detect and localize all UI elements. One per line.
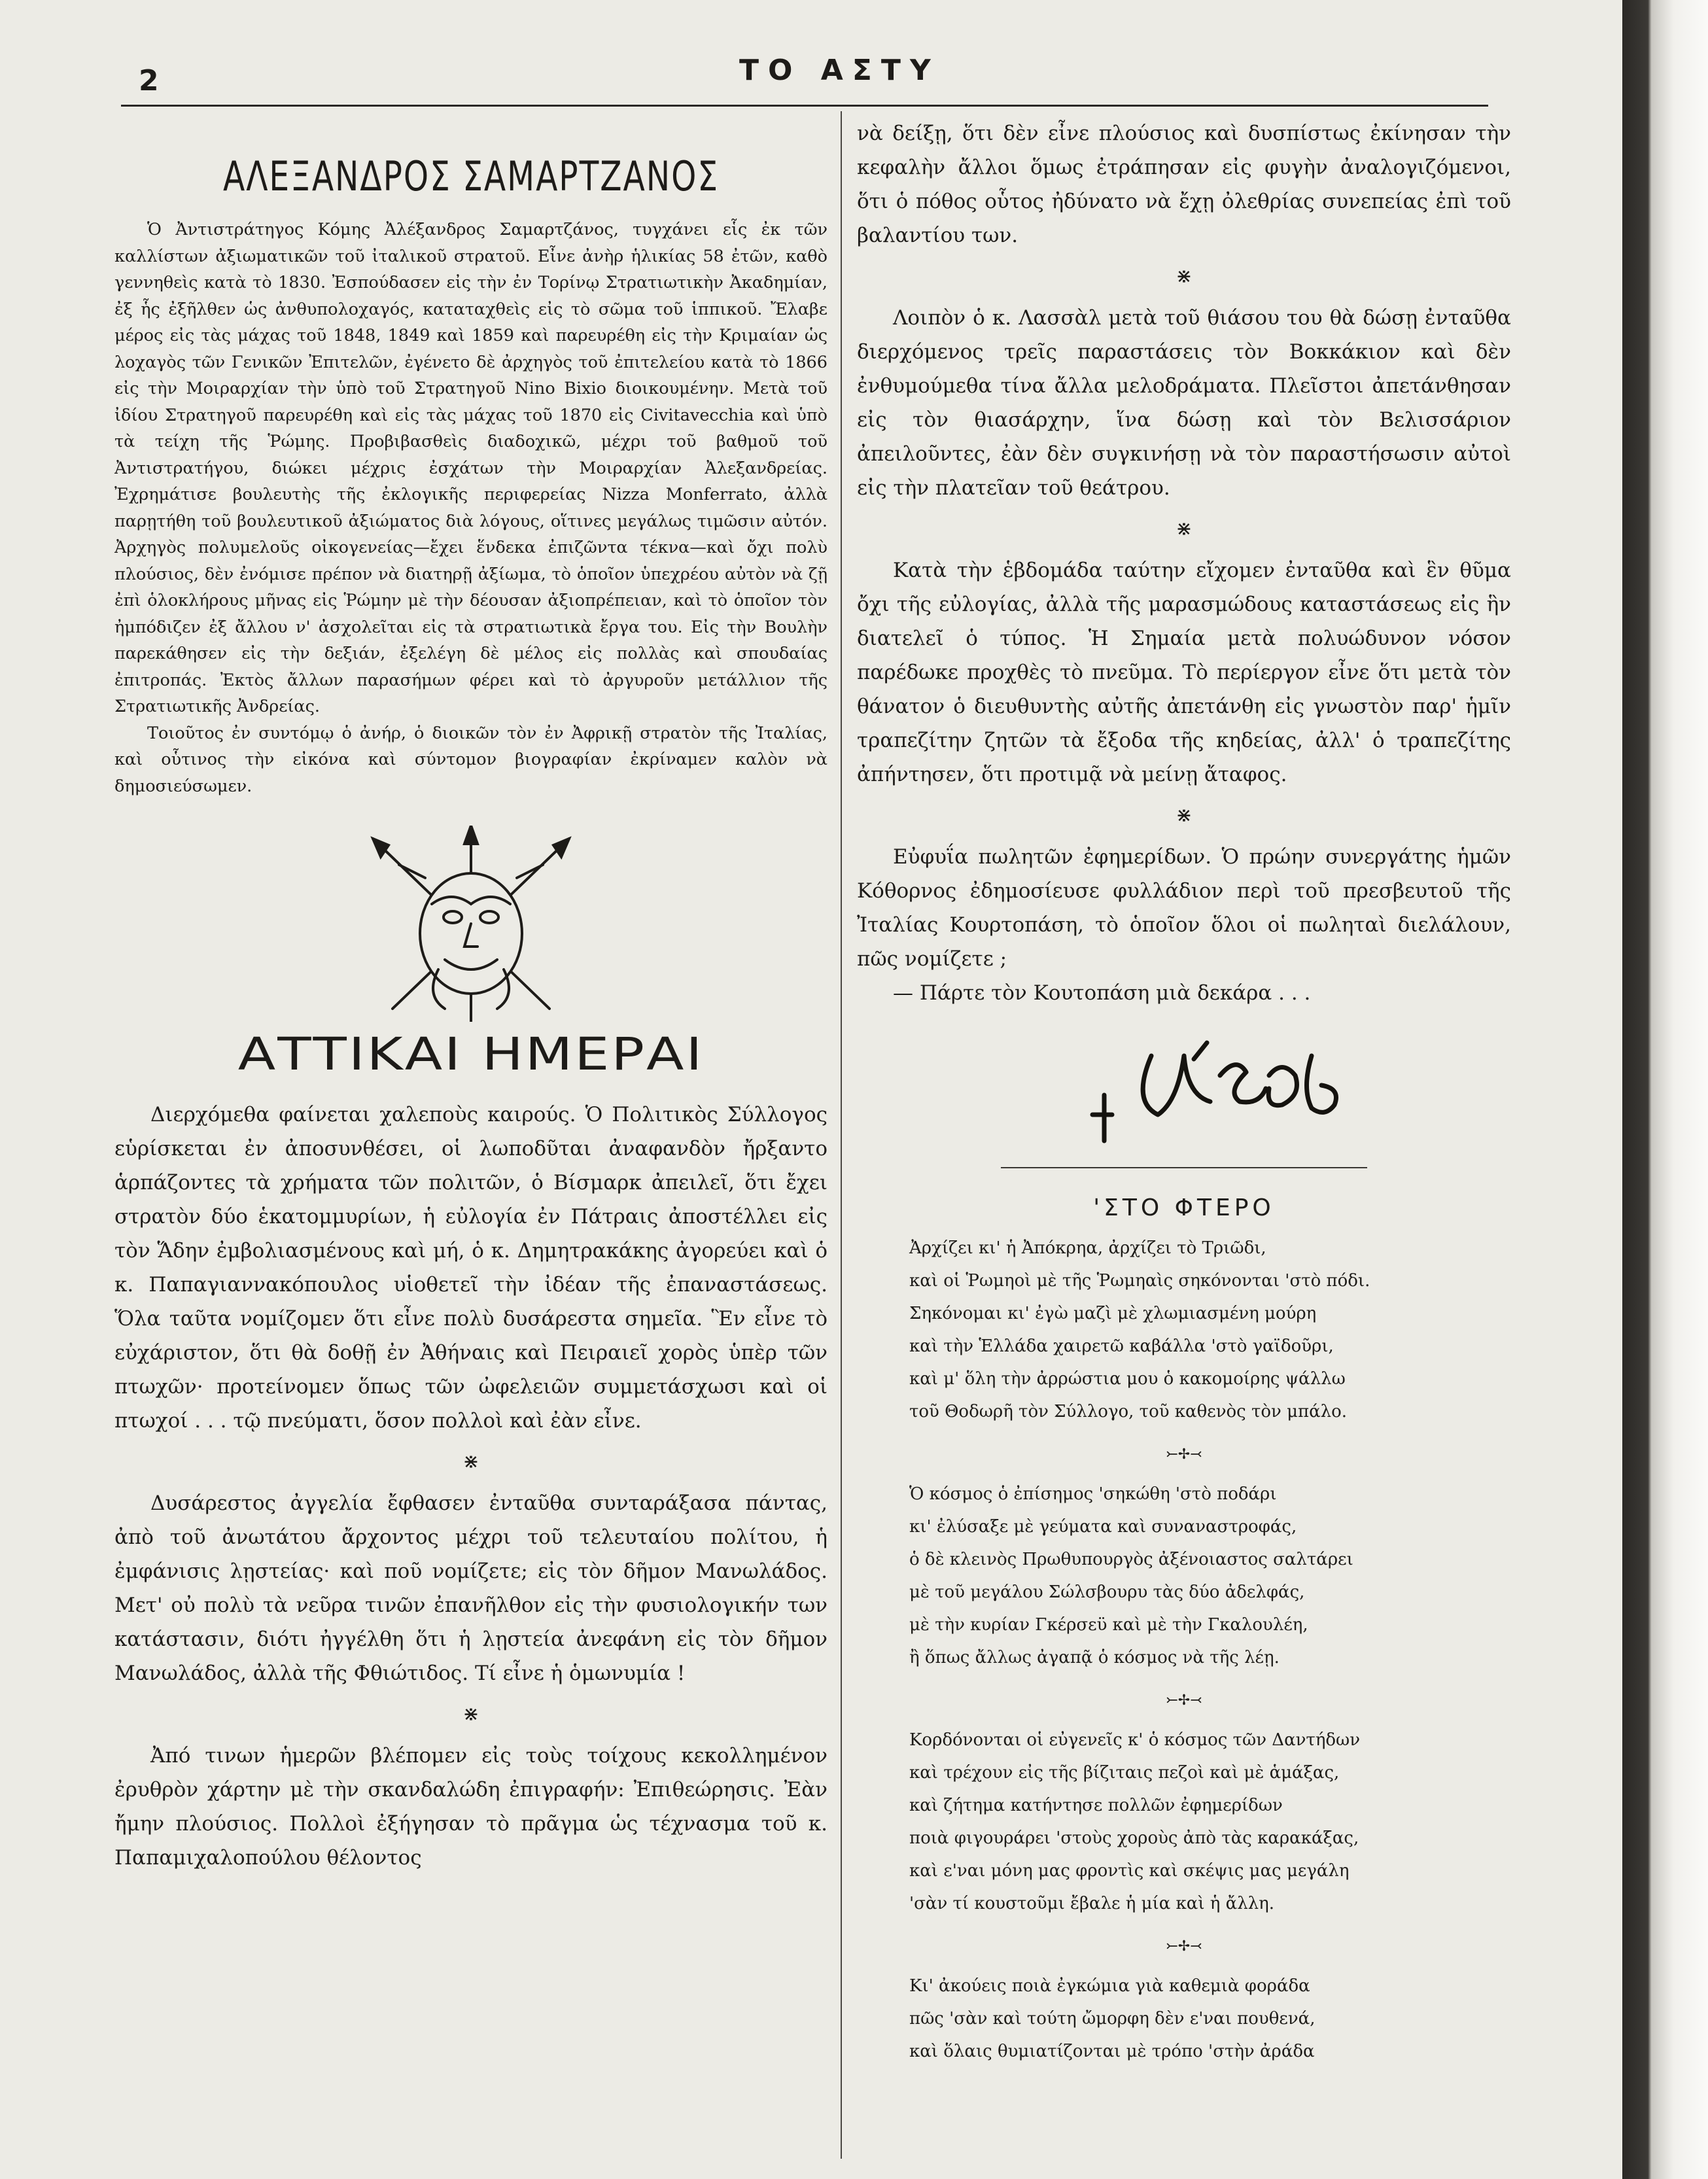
newspaper-title: ΤΟ ΑΣΤΥ [739, 54, 940, 87]
article-paragraph-1: Διερχόμεθα φαίνεται χαλεποὺς καιρούς. Ὁ Πολιτικὸς Σύλλογος εὑρίσκεται ἐν ἀποσυνθέσει, οἱ λωποδῦται ἀναφανδὸν ἤρξαντο ἁρπάζοντες τὰ χρήματα τῶν πολιτῶν, ὁ Βίσμαρκ ἀπειλεῖ, ὅτι ἔχει στρατὸν δύο ἑκατομμυρίων, ἡ εὐλογία ἐν Πάτραις ἀποστέλλει εἰς τὸν Ἅδην ἐμβολιασμένους καὶ μή, ὁ κ. Δημητρακάκης ἀγορεύει καὶ ὁ κ. Παπαγιαννακόπουλος υἱοθετεῖ τὴν ἰδέαν τῆς ἐπαναστάσεως. Ὅλα ταῦτα νομίζομεν ὅτι εἶνε πολὺ δυσάρεστα σημεῖα. Ἓν εἶνε τὸ εὐχάριστον, ὅτι θὰ δοθῇ ἐν Ἀθήναις καὶ Πειραιεῖ χορὸς ὑπὲρ τῶν πτωχῶν· προτείνομεν ὅπως τῶν ὠφελειῶν συμμετάσχωσι καὶ οἱ πτωχοί . . . τῷ πνεύματι, ὅσον πολλοὶ καὶ ἐὰν εἶνε. [114, 1103, 828, 1433]
poem-stanza-4 [857, 1970, 1511, 2068]
poem-line: ἢ ὅπως ἄλλως ἀγαπᾷ ὁ κόσμος νὰ τῆς λέῃ. [909, 1648, 1280, 1667]
poem-line: καὶ ὅλαις θυμιατίζονται μὲ τρόπο 'στὴν ἀράδα [909, 2042, 1315, 2061]
bio-paragraph: Ὁ Ἀντιστράτηγος Κόμης Ἀλέξανδρος Σαμαρτζάνος, τυγχάνει εἷς ἐκ τῶν καλλίστων ἀξιωματικῶν τοῦ ἰταλικοῦ στρατοῦ. Εἶνε ἀνὴρ ἡλικίας 58 ἐτῶν, καθὸ γεννηθεὶς κατὰ τὸ 1830. Ἐσπούδασεν εἰς τὴν ἐν Τορίνῳ Στρατιωτικὴν Ἀκαδημίαν, ἐξ ἧς ἐξῆλθεν ὡς ἀνθυπολοχαγός, καταταχθεὶς εἰς τὸ σῶμα τοῦ ἱππικοῦ. Ἔλαβε μέρος εἰς τὰς μάχας τοῦ 1848, 1849 καὶ 1859 καὶ παρευρέθη εἰς τὴν Κριμαίαν ὡς λοχαγὸς τῶν Γενικῶν Ἐπιτελῶν, ἐγένετο δὲ ἀρχηγὸς τοῦ ἐπιτελείου κατὰ τὸ 1866 εἰς τὴν Μοιραρχίαν τὴν ὑπὸ τοῦ Στρατηγοῦ Nino Bixio διοικουμένην. Μετὰ τοῦ ἰδίου Στρατηγοῦ παρευρέθη καὶ εἰς τὰς μάχας τοῦ 1870 εἰς Civitavecchia καὶ ὑπὸ τὰ τείχη τῆς Ῥώμης. Προβιβασθεὶς διαδοχικῶ, μέχρι τοῦ βαθμοῦ τοῦ Ἀντιστρατήγου, διώκει μέχρις ἐσχάτων τὴν Μοιραρχίαν Ἀλεξανδρείας. Ἐχρημάτισε βουλευτὴς τῆς ἐκλογικῆς περιφερείας Nizza Monferrato, ἀλλὰ παρῃτήθη τοῦ βουλευτικοῦ ἀξιώματος διὰ λόγους, οἵτινες μεγάλως τιμῶσιν αὐτόν. Ἀρχηγὸς πολυμελοῦς οἰκογενείας—ἔχει ἕνδεκα ἐπιζῶντα τέκνα—καὶ ὄχι πολὺ πλούσιος, δὲν ἐνόμισε πρέπον νὰ διατηρῇ ἀξίωμα, τὸ ὁποῖον ὑπεχρέου αὐτὸν νὰ ζῇ ἐπὶ ὁλοκλήρους μῆνας εἰς Ῥώμην μὲ τὴν δέουσαν ἀξιοπρέπειαν, καὶ τὸ ὁποῖον τὸν ἠμπόδιζεν ἐξ ἄλλου ν' ἀσχολεῖται εἰς τὰ στρατιωτικὰ ἔργα του. Εἰς τὴν Βουλὴν παρεκάθησεν εἰς τὴν δεξιάν, ἐξελέγη δὲ μέλος εἰς πολλὰς καὶ σπουδαίας ἐπιτροπάς. Ἐκτὸς ἄλλων παρασήμων φέρει καὶ τὸ ἀργυροῦν μετάλλιον τῆς Στρατιωτικῆς Ἀνδρείας. [114, 220, 828, 716]
separator-icon: ⋇ [1176, 804, 1193, 827]
poem-line: μὲ τὴν κυρίαν Γκέρσεϋ καὶ μὲ τὴν Γκαλουλέη, [909, 1615, 1308, 1635]
poem-line: κι' ἐλύσαξε μὲ γεύματα καὶ συναναστροφάς, [909, 1517, 1297, 1537]
poem-line: μὲ τοῦ μεγάλου Σώλσβουρυ τὰς δύο ἀδελφάς, [909, 1582, 1305, 1602]
poem-line: Σηκόνομαι κι' ἐγὼ μαζὶ μὲ χλωμιασμένη μούρη [909, 1304, 1317, 1323]
poem-stanza-1 [857, 1232, 1511, 1428]
continued-paragraph: νὰ δείξῃ, ὅτι δὲν εἶνε πλούσιος καὶ δυσπίστως ἐκίνησαν τὴν κεφαλὴν ἄλλοι ὅμως ἐτράπησαν εἰς φυγὴν ἀναλογιζόμενοι, ὅτι ὁ πόθος οὗτος ἠδύνατο νὰ ἔχῃ ὀλεθρίας συνεπείας ἐπὶ τοῦ βαλαντίου των. [857, 122, 1511, 247]
separator-icon: ⋇ [1176, 517, 1193, 540]
poem-line: ποιὰ φιγουράρει 'στοὺς χοροὺς ἀπὸ τὰς καρακάξας, [909, 1828, 1359, 1848]
poem-line: Ἀρχίζει κι' ἡ Ἀπόκρηα, ἀρχίζει τὸ Τριῶδι, [909, 1238, 1266, 1258]
poem-line: Ὁ κόσμος ὁ ἐπίσημος 'σηκώθη 'στὸ ποδάρι [909, 1484, 1277, 1504]
right-column [857, 116, 1511, 2068]
article-paragraph-3: Ἀπό τινων ἡμερῶν βλέπομεν εἰς τοὺς τοίχους κεκολλημένον ἐρυθρὸν χάρτην μὲ τὴν σκανδαλώδη ἐπιγραφήν: Ἐπιθεώρησις. Ἐὰν ἤμην πλούσιος. Πολλοὶ ἐξήγησαν τὸ πρᾶγμα ὡς τέχνασμα τοῦ κ. Παπαμιχαλοπούλου θέλοντος [114, 1744, 828, 1870]
page-edge [1622, 0, 1708, 2179]
poem-line: τοῦ Θοδωρῆ τὸν Σύλλογο, τοῦ καθενὸς τὸν μπάλο. [909, 1402, 1348, 1421]
separator-icon: ⋇ [1176, 265, 1193, 288]
press-paragraph: Κατὰ τὴν ἑβδομάδα ταύτην εἴχομεν ἐνταῦθα καὶ ἓν θῦμα ὄχι τῆς εὐλογίας, ἀλλὰ τῆς μαρασμώδους καταστάσεως εἰς ἣν διατελεῖ ὁ τύπος. Ἡ Σημαία μετὰ πολυώδυνον νόσον παρέδωκε προχθὲς τὸ πνεῦμα. Τὸ περίεργον εἶνε ὅτι μετὰ τὸν θάνατον ὁ διευθυντὴς αὐτῆς ἀπετάνθη εἰς γνωστὸν παρ' ἡμῖν τραπεζίτην ζητῶν τὰ ἔξοδα τῆς κηδείας, ἀλλ' ὁ τραπεζίτης ἀπήντησεν, ὅτι προτιμᾷ νὰ μείνῃ ἄταφος. [857, 559, 1511, 786]
ornament-icon: ⤚✢⤙ [1166, 1938, 1202, 1955]
section-title: ΑΤΤΙΚΑΙ ΗΜΕΡΑΙ [237, 1027, 705, 1081]
separator-icon: ⋇ [462, 1450, 479, 1473]
vendors-quote: — Πάρτε τὸν Κουτοπάση μιὰ δεκάρα . . . [893, 981, 1311, 1005]
column-rule [841, 111, 842, 2159]
header-rule [121, 105, 1488, 107]
poem-line: 'σὰν τί κουστοῦμι ἔβαλε ἡ μία καὶ ἡ ἄλλη. [909, 1894, 1274, 1913]
bio-title: ΑΛΕΞΑΝΔΡΟΣ ΣΑΜΑΡΤΖΑΝΟΣ [222, 152, 720, 200]
poem-title: 'ΣΤΟ ΦΤΕΡΟ [1093, 1194, 1275, 1221]
separator-icon: ⋇ [462, 1703, 479, 1726]
theatre-paragraph: Λοιπὸν ὁ κ. Λασσὰλ μετὰ τοῦ θιάσου του θὰ δώσῃ ἐνταῦθα διερχόμενος τρεῖς παραστάσεις τὸν Βοκκάκιον καὶ δὲν ἐνθυμούμεθα τίνα ἄλλα μελοδράματα. Πλεῖστοι ἀπετάνθησαν εἰς τὸν θιασάρχην, ἵνα δώσῃ καὶ τὸν Βελισσάριον ἀπειλοῦντες, ἐὰν δὲν συγκινήσῃ νὰ τὸν παραστήσωσιν αὐτοὶ εἰς τὴν πλατεῖαν τοῦ θεάτρου. [857, 306, 1511, 500]
ornament-icon: ⤚✢⤙ [1166, 1446, 1202, 1463]
poem-line: καὶ ζήτημα κατήντησε πολλῶν ἐφημερίδων [909, 1796, 1283, 1815]
poem-line: Κορδόνονται οἱ εὐγενεῖς κ' ὁ κόσμος τῶν Δαντήδων [909, 1730, 1361, 1750]
left-column [114, 152, 828, 1875]
page-number: 2 [139, 64, 159, 97]
ornament-icon: ⤚✢⤙ [1166, 1692, 1202, 1709]
poem-line: ὁ δὲ κλεινὸς Πρωθυπουργὸς ἀξένοιαστος σαλτάρει [909, 1550, 1353, 1569]
poem-line: καὶ τρέχουν εἰς τῆς βίζιταις πεζοὶ καὶ μὲ ἁμάξας, [909, 1763, 1340, 1783]
poem-stanza-3 [857, 1724, 1511, 1920]
poem-stanza-2 [857, 1478, 1511, 1674]
poem-line: πῶς 'σὰν καὶ τούτη ὤμορφη δὲν ε'ναι πουθενά, [909, 2009, 1316, 2029]
poem-line: Κι' ἀκούεις ποιὰ ἐγκώμια γιὰ καθεμιὰ φοράδα [909, 1976, 1310, 1996]
poem-line: καὶ μ' ὅλη τὴν ἀρρώστια μου ὁ κακομοίρης ψάλλω [909, 1369, 1346, 1389]
vendors-paragraph: Εὐφυΐα πωλητῶν ἐφημερίδων. Ὁ πρώην συνεργάτης ἡμῶν Κόθορνος ἐδημοσίευσε φυλλάδιον περὶ τοῦ πρεσβευτοῦ τῆς Ἰταλίας Κουρτοπάση, τὸ ὁποῖον ὅλοι οἱ πωληταὶ διελάλουν, πῶς νομίζετε ; [857, 845, 1511, 971]
mask-emblem-icon [334, 826, 608, 1022]
poem-line: καὶ οἱ Ῥωμηοὶ μὲ τῆς Ῥωμηαὶς σηκόνονται 'στὸ πόδι. [909, 1271, 1370, 1291]
poem-line: καὶ τὴν Ἑλλάδα χαιρετῶ καβάλλα 'στὸ γαϊδοῦρι, [909, 1336, 1334, 1356]
signature [1053, 1017, 1446, 1147]
poem-line: καὶ ε'ναι μόνη μας φροντὶς καὶ σκέψις μας μεγάλη [909, 1861, 1350, 1881]
article-paragraph-2: Δυσάρεστος ἀγγελία ἔφθασεν ἐνταῦθα συνταράξασα πάντας, ἀπὸ τοῦ ἀνωτάτου ἄρχοντος μέχρι τοῦ τελευταίου πολίτου, ἡ ἐμφάνισις λῃστείας· καὶ ποῦ νομίζετε; εἰς τὸν δῆμον Μανωλάδος. Μετ' οὐ πολὺ τὰ νεῦρα τινῶν ἐπανῆλθον εἰς τὴν φυσιολογικήν των κατάστασιν, διότι ἠγγέλθη ὅτι ἡ λῃστεία ἀνεφάνη εἰς τὸν δῆμον Μανωλάδος, ἀλλὰ τῆς Φθιώτιδος. Τί εἶνε ἡ ὁμωνυμία ! [114, 1491, 828, 1685]
bio-closing-paragraph: Τοιοῦτος ἐν συντόμῳ ὁ ἀνήρ, ὁ διοικῶν τὸν ἐν Ἀφρικῇ στρατὸν τῆς Ἰταλίας, καὶ οὗτινος τὴν εἰκόνα καὶ σύντομον βιογραφίαν ἐκρίναμεν καλὸν νὰ δημοσιεύσωμεν. [114, 723, 828, 796]
